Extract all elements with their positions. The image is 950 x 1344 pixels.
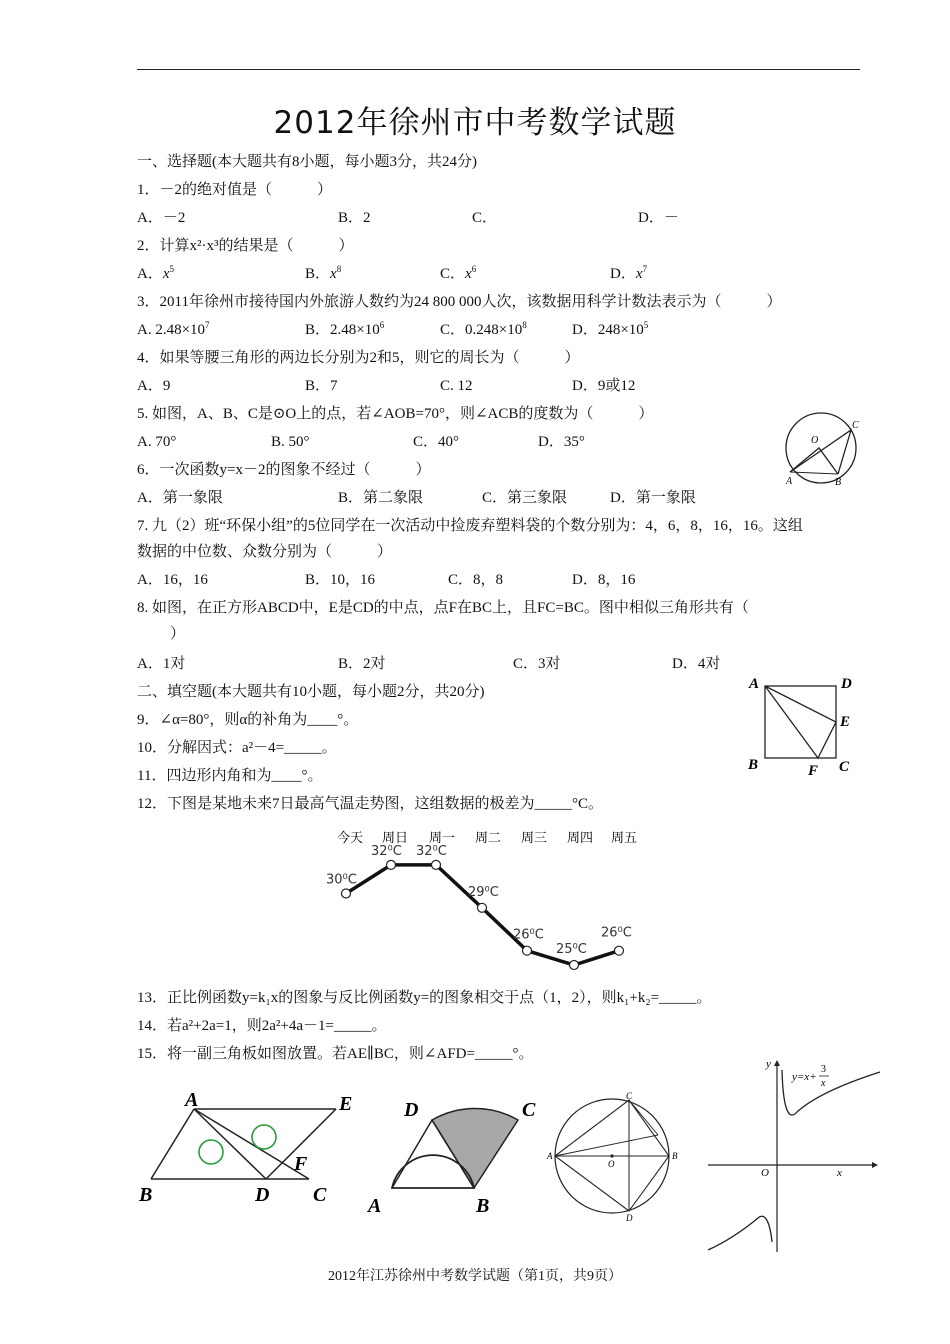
green-circle-right — [252, 1125, 276, 1149]
section-choice: 一、选择题(本大题共有8小题，每小题3分，共24分) — [137, 154, 477, 170]
q13-stem: 13．正比例函数y=k₁x的图象与反比例函数y=的图象相交于点（1，2），则k₁+k₂=_____。 — [137, 990, 712, 1006]
q3-option-b: B．$2.48\times 10^6$ — [305, 320, 385, 338]
q6-stem: 6．一次函数y=x－2的图象不经过（ ） — [137, 462, 431, 478]
q5-option-d: D．35° — [538, 434, 585, 450]
q8-label-b: B — [748, 757, 759, 773]
temperature-point-6 — [615, 946, 624, 955]
x-axis-arrow — [872, 1162, 878, 1168]
figC-label-o: O — [608, 1159, 615, 1169]
q8-label-f: F — [808, 763, 819, 779]
q5-angle-acb — [790, 430, 851, 474]
q6-option-d: D．第一象限 — [610, 490, 696, 506]
q6-option-b: B．第二象限 — [338, 490, 424, 506]
q3-option-c: C．$0.248\times 10^8$ — [440, 320, 527, 338]
figC-label-d: D — [626, 1213, 633, 1222]
figB-label-d: D — [404, 1099, 419, 1121]
q8-square-figure — [745, 672, 857, 782]
q3-option-a: A. $2.48\times 10^7$ — [137, 320, 210, 338]
temperature-point-0 — [342, 889, 351, 898]
q6-option-c: C．第三象限 — [482, 490, 568, 506]
temperature-label-2: 32⁰C — [416, 843, 447, 859]
q7-option-a: A．16，16 — [137, 572, 208, 588]
temperature-point-3 — [478, 903, 487, 912]
figB-label-a: A — [368, 1195, 382, 1217]
q8-option-b: B．2对 — [338, 656, 386, 672]
q5-label-c: C — [852, 420, 859, 431]
q1-option-b: B．2 — [338, 210, 371, 226]
q3-option-d: D．$248\times 10^5$ — [572, 320, 649, 338]
section-fill: 二、填空题(本大题共有10小题，每小题2分，共20分) — [137, 684, 485, 700]
figD-label-y: y — [766, 1058, 771, 1070]
q1-option-c: C． — [472, 210, 498, 226]
q4-option-c: C. 12 — [440, 378, 473, 394]
q5-label-b: B — [835, 477, 842, 488]
semicircle-sector-figure — [362, 1092, 552, 1222]
q8-option-d: D．4对 — [672, 656, 721, 672]
figC-label-a: A — [547, 1151, 553, 1161]
q2-option-c: C．$x^6$ — [440, 264, 477, 282]
q5-option-c: C．40° — [413, 434, 460, 450]
q2-option-a: A．$x^5$ — [137, 264, 175, 282]
q5-label-a: A — [786, 476, 793, 487]
q11-stem: 11．四边形内角和为____°。 — [137, 768, 323, 784]
function-graph-figure — [700, 1052, 890, 1258]
green-circle-left — [199, 1140, 223, 1164]
figC-label-c: C — [626, 1091, 633, 1101]
temperature-point-5 — [570, 961, 579, 970]
q5-option-b: B. 50° — [271, 434, 310, 450]
figA-label-d: D — [255, 1184, 270, 1206]
q8-label-c: C — [839, 759, 850, 775]
q14-stem: 14．若a²+2a=1，则2a²+4a－1=_____。 — [137, 1018, 387, 1034]
page-footer: 2012年江苏徐州中考数学试题（第1页，共9页） — [328, 1269, 622, 1284]
q8-option-c: C．3对 — [513, 656, 561, 672]
q5-stem: 5. 如图，A、B、C是⊙O上的点，若∠AOB=70°，则∠ACB的度数为（ ） — [137, 406, 654, 422]
q12-stem: 12．下图是某地未来7日最高气温走势图，这组数据的极差为_____°C。 — [137, 796, 604, 812]
line-ac — [194, 1109, 309, 1179]
page-title: 2012年徐州市中考数学试题 — [273, 105, 677, 141]
figA-label-c: C — [313, 1184, 327, 1206]
q5-angle-aob — [790, 448, 838, 474]
figD-eq-num: 3 — [821, 1064, 826, 1075]
line-da — [392, 1120, 432, 1188]
figD-eq-left: y=x+ — [792, 1071, 817, 1083]
temperature-point-1 — [387, 860, 396, 869]
q7-option-d: D．8，16 — [572, 572, 636, 588]
q5-label-o: O — [811, 435, 819, 446]
q8-label-a: A — [749, 676, 760, 692]
figC-line-a — [555, 1135, 658, 1156]
q1-stem: 1．－2的绝对值是（ ） — [137, 182, 333, 198]
day-label-4: 周三 — [520, 831, 548, 846]
day-label-0: 今天 — [336, 831, 364, 846]
temperature-label-5: 25⁰C — [556, 942, 587, 957]
y-axis-arrow — [774, 1060, 780, 1066]
day-label-2: 周一 — [428, 831, 456, 846]
figD-label-x: x — [837, 1167, 842, 1179]
curve-branch-negative — [708, 1216, 772, 1250]
figA-label-b: B — [139, 1184, 153, 1206]
temperature-label-1: 32⁰C — [371, 843, 402, 859]
q9-stem: 9．∠α=80°，则α的补角为____°。 — [137, 712, 359, 728]
figA-label-e: E — [339, 1093, 353, 1115]
q6-option-a: A．第一象限 — [137, 490, 223, 506]
temperature-point-2 — [432, 860, 441, 869]
header-rule — [137, 69, 860, 70]
figD-eq-den: x — [821, 1078, 826, 1089]
inscribed-quadrilateral-figure — [545, 1090, 685, 1222]
q2-option-d: D．$x^7$ — [610, 264, 648, 282]
q4-option-b: B．7 — [305, 378, 338, 394]
figC-label-b: B — [672, 1151, 678, 1161]
q15-set-square-figure — [135, 1088, 367, 1210]
q7-option-b: B．10，16 — [305, 572, 376, 588]
q10-stem: 10．分解因式：a²－4=_____。 — [137, 740, 337, 756]
q3-stem: 3．2011年徐州市接待国内外旅游人数约为24 800 000人次，该数据用科学计数法表示为（ ） — [137, 294, 782, 310]
figC-center-dot — [610, 1154, 613, 1157]
q7-option-c: C．8，8 — [448, 572, 504, 588]
temperature-label-3: 29⁰C — [468, 884, 499, 900]
q5-circle-figure — [778, 410, 868, 490]
q2-stem: 2．计算x²·x³的结果是（ ） — [137, 238, 354, 254]
q8-square-abcd — [765, 686, 836, 758]
q8-triangle-aef — [765, 686, 836, 758]
day-label-6: 周五 — [610, 831, 638, 846]
q7-stem-line2: 数据的中位数、众数分别为（ ） — [137, 544, 393, 560]
temperature-trend-chart — [320, 822, 650, 982]
figA-label-f: F — [294, 1153, 308, 1175]
figB-label-c: C — [522, 1099, 536, 1121]
q4-stem: 4．如果等腰三角形的两边长分别为2和5，则它的周长为（ ） — [137, 350, 580, 366]
q8-label-e: E — [840, 714, 851, 730]
figB-label-b: B — [476, 1195, 490, 1217]
temperature-point-4 — [523, 946, 532, 955]
q8-option-a: A．1对 — [137, 656, 186, 672]
q8-stem-line2: ） — [170, 626, 186, 642]
figA-label-a: A — [185, 1089, 199, 1111]
shaded-region — [432, 1108, 518, 1188]
q7-stem-line1: 7. 九（2）班“环保小组”的5位同学在一次活动中捡废弃塑料袋的个数分别为：4，6，8，16，16。这组 — [137, 518, 803, 534]
q1-option-a: A．－2 — [137, 210, 186, 226]
figD-label-o: O — [761, 1167, 769, 1179]
q8-label-d: D — [841, 676, 852, 692]
q2-option-b: B．$x^8$ — [305, 264, 342, 282]
q4-option-a: A．9 — [137, 378, 171, 394]
day-label-5: 周四 — [566, 831, 594, 846]
temperature-label-0: 30⁰C — [326, 872, 357, 888]
line-ab — [151, 1109, 194, 1179]
q5-option-a: A. 70° — [137, 434, 177, 450]
q8-stem-line1: 8. 如图，在正方形ABCD中，E是CD的中点，点F在BC上，且FC=BC。图中相似三角形共有（ — [137, 600, 749, 616]
day-label-1: 周日 — [381, 831, 409, 846]
day-label-3: 周二 — [474, 831, 502, 846]
temperature-label-4: 26⁰C — [513, 927, 544, 943]
q15-stem: 15．将一副三角板如图放置。若AE∥BC，则∠AFD=_____°。 — [137, 1046, 534, 1062]
q4-option-d: D．9或12 — [572, 378, 636, 394]
q1-option-d: D．－ — [638, 210, 679, 226]
temperature-label-6: 26⁰C — [601, 925, 632, 941]
